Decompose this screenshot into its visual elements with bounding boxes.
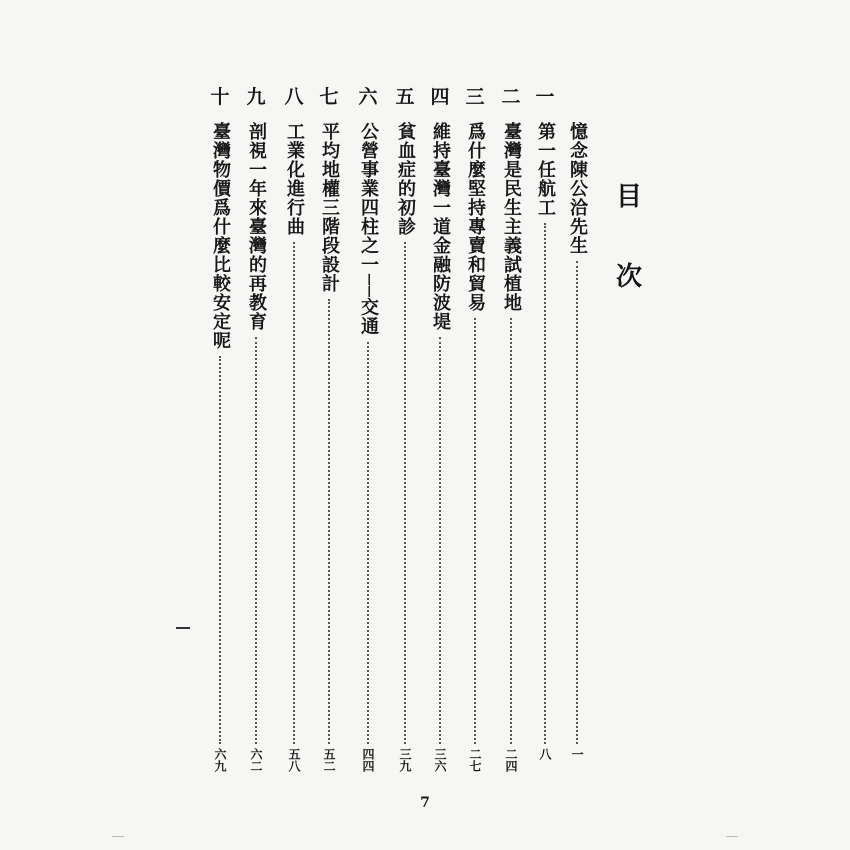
entry-title: 第一任航工 <box>535 122 556 217</box>
toc-heading-char-2: 次 <box>615 262 642 292</box>
toc-heading-char-1: 目 <box>615 182 642 212</box>
entry-title: 貧血症的初診 <box>395 122 416 236</box>
dot-leader <box>328 299 330 744</box>
toc-entry-6[interactable] <box>353 88 383 778</box>
toc-entry-7[interactable] <box>314 88 344 778</box>
entry-title: 平均地權三階段設計 <box>319 122 340 293</box>
entry-number: 三 <box>465 86 485 108</box>
entry-page: 五八 <box>287 748 301 772</box>
dot-leader <box>576 261 578 744</box>
margin-dash-mark <box>176 627 190 629</box>
entry-title: 爲什麼堅持專賣和貿易 <box>465 122 486 312</box>
entry-number: 七 <box>319 86 339 108</box>
entry-page: 三九 <box>398 748 412 772</box>
entry-number: 二 <box>501 86 521 108</box>
entry-number: 六 <box>358 86 378 108</box>
dot-leader <box>255 337 257 744</box>
entry-page: 二四 <box>504 748 518 772</box>
toc-entry-2[interactable] <box>496 88 526 778</box>
entry-title: 剖視一年來臺灣的再教育 <box>246 122 267 331</box>
entry-number: 四 <box>430 86 450 108</box>
entry-number: 五 <box>395 86 415 108</box>
toc-entry-preface[interactable] <box>562 88 592 778</box>
dot-leader <box>510 318 512 744</box>
entry-title: 工業化進行曲 <box>284 122 305 236</box>
entry-page: 五二 <box>322 748 336 772</box>
toc-entry-9[interactable] <box>241 88 271 778</box>
entry-title: 憶念陳公洽先生 <box>567 122 588 255</box>
entry-page: 三六 <box>433 748 447 772</box>
scan-crop-mark-right <box>726 836 738 837</box>
entry-title: 臺灣物價爲什麼比較安定呢 <box>210 122 231 350</box>
entry-title: 維持臺灣一道金融防波堤 <box>430 122 451 331</box>
entry-title: 臺灣是民生主義試植地 <box>501 122 522 312</box>
toc-entry-5[interactable] <box>390 88 420 778</box>
entry-number: 十 <box>210 86 230 108</box>
entry-page: 八 <box>538 748 552 760</box>
dot-leader <box>439 337 441 744</box>
page-number: 7 <box>420 795 430 811</box>
entry-number: 一 <box>535 86 555 108</box>
entry-page: 四四 <box>361 748 375 772</box>
dot-leader <box>367 342 369 744</box>
entry-page: 六二 <box>249 748 263 772</box>
entry-page: 六九 <box>213 748 227 772</box>
dot-leader <box>544 223 546 744</box>
toc-entry-10[interactable] <box>205 88 235 778</box>
entry-title: 公營事業四柱之一──交通 <box>358 122 379 336</box>
dot-leader <box>293 242 295 744</box>
entry-page: 一 <box>570 748 584 760</box>
toc-entry-8[interactable] <box>279 88 309 778</box>
entry-number <box>562 88 592 114</box>
toc-entry-3[interactable] <box>460 88 490 778</box>
scan-crop-mark-left <box>112 836 124 837</box>
toc-entry-4[interactable] <box>425 88 455 778</box>
entry-page: 二七 <box>468 748 482 772</box>
dot-leader <box>474 318 476 744</box>
dot-leader <box>404 242 406 744</box>
toc-entry-1[interactable] <box>530 88 560 778</box>
entry-number: 九 <box>246 86 266 108</box>
entry-number: 八 <box>284 86 304 108</box>
dot-leader <box>219 356 221 744</box>
